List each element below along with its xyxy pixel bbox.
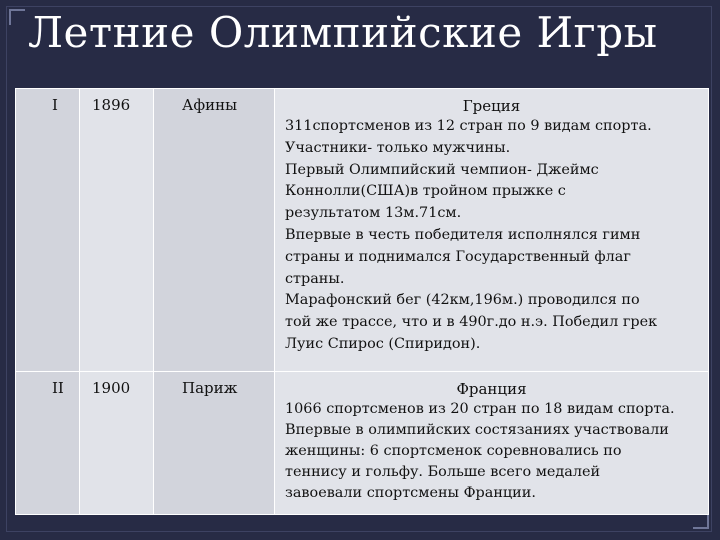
games-number: I xyxy=(52,96,58,114)
host-city: Афины xyxy=(182,96,238,114)
table-row xyxy=(16,89,709,372)
year-cell xyxy=(80,89,154,372)
host-city: Париж xyxy=(182,379,238,397)
details-cell xyxy=(275,89,709,372)
games-description: 1066 спортсменов из 20 стран по 18 видам спорта. Впервые в олимпийских состязаниях участвовали женщины: 6 спортсменок соревновались по теннису и гольфу. Больше всего медалей завоевали спортсмены Франции. xyxy=(285,401,675,501)
table-row xyxy=(16,372,709,515)
games-year: 1900 xyxy=(92,379,131,397)
games-number-cell xyxy=(16,372,80,515)
frame-corner-top-left xyxy=(9,9,25,25)
games-description: 311спортсменов из 12 стран по 9 видам спорта. Участники- только мужчины. Первый Олимпийский чемпион- Джеймс Коннолли(США)в тройном прыжке с результатом 13м.71см. Впервые в честь победителя исполнялся гимн страны и поднимался Государственный флаг страны. Марафонский бег (42км,196м.) проводился по той же трассе, что и в 490г.до н.э. Победил грек Луис Спирос (Спиридон). xyxy=(285,118,658,352)
city-cell xyxy=(154,89,275,372)
slide-title: Летние Олимпийские Игры xyxy=(28,8,658,57)
details-cell xyxy=(275,372,709,515)
year-cell xyxy=(80,372,154,515)
games-year: 1896 xyxy=(92,96,131,114)
host-country: Франция xyxy=(456,380,527,398)
games-number: II xyxy=(52,379,64,397)
host-country: Греция xyxy=(462,97,521,115)
frame-corner-bottom-right xyxy=(693,513,709,529)
city-cell xyxy=(154,372,275,515)
games-number-cell xyxy=(16,89,80,372)
olympics-table xyxy=(15,88,709,515)
